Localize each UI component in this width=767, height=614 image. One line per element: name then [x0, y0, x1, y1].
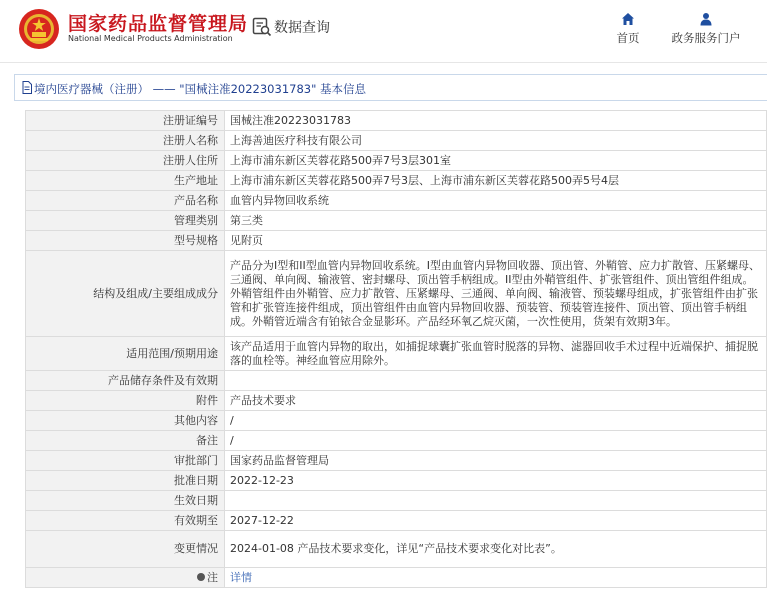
- nav-service-portal[interactable]: [660, 12, 752, 46]
- table-row: [26, 211, 767, 231]
- table-row: [26, 131, 767, 151]
- table-row: [26, 391, 767, 411]
- field-value: 该产品适用于血管内异物的取出，如捕捉球囊扩张血管时脱落的异物、滤器回收手术过程中近端保护、捕捉脱落的血栓等。神经血管应用除外。: [225, 337, 767, 371]
- record-title-bar: [14, 74, 767, 101]
- field-value: 血管内异物回收系统: [225, 191, 767, 211]
- field-label: 管理类别: [26, 211, 225, 231]
- national-emblem-icon: [18, 8, 60, 50]
- field-label: 结构及组成/主要组成成分: [26, 251, 225, 337]
- field-label: 其他内容: [26, 411, 225, 431]
- field-value: /: [225, 411, 767, 431]
- field-value: 国械注准20223031783: [225, 111, 767, 131]
- table-row: [26, 251, 767, 337]
- table-row: [26, 411, 767, 431]
- field-label: 产品储存条件及有效期: [26, 371, 225, 391]
- field-value: /: [225, 431, 767, 451]
- nav-service-label: 政务服务门户: [671, 31, 741, 45]
- field-label: 型号规格: [26, 231, 225, 251]
- field-value: 第三类: [225, 211, 767, 231]
- field-label: 产品名称: [26, 191, 225, 211]
- field-label: 适用范围/预期用途: [26, 337, 225, 371]
- data-query-icon: [252, 17, 272, 37]
- table-row: [26, 231, 767, 251]
- table-row: [26, 171, 767, 191]
- field-value: [225, 371, 767, 391]
- site-header: [0, 0, 767, 60]
- record-title: 境内医疗器械（注册） —— "国械注准20223031783" 基本信息: [34, 82, 367, 96]
- field-value: 产品分为I型和II型血管内异物回收系统。I型由血管内异物回收器、顶出管、外鞘管、应力扩散管、压紧螺母、三通阀、单向阀、输液管、密封螺母、顶出管手柄组成。II型由外鞘管组件、扩张管组件、顶出管组件组成。外鞘管组件由外鞘管、应力扩散管、压紧螺母、三通阀、单向阀、输液管、预装螺母组成，扩张管组件由扩张管和扩张管连接件组成，顶出管组件由血管内异物回收器、预装管、预装管连接件、顶出管、顶出管手柄组成。外鞘管近端含有铂铱合金显影环。产品经环氧乙烷灭菌，一次性使用，货架有效期3年。: [225, 251, 767, 337]
- field-label: 批准日期: [26, 471, 225, 491]
- table-row: [26, 191, 767, 211]
- field-value: 上海善迪医疗科技有限公司: [225, 131, 767, 151]
- field-label: 备注: [26, 431, 225, 451]
- table-row: [26, 491, 767, 511]
- nav-home[interactable]: [606, 12, 650, 46]
- field-label: 审批部门: [26, 451, 225, 471]
- table-row: [26, 111, 767, 131]
- nav-home-label: 首页: [616, 31, 640, 45]
- field-value: 上海市浦东新区芙蓉花路500弄7号3层301室: [225, 151, 767, 171]
- field-value: 2022-12-23: [225, 471, 767, 491]
- registration-info-table: [25, 110, 767, 588]
- data-query-label[interactable]: 数据查询: [274, 20, 330, 36]
- agency-name-cn: 国家药品监督管理局: [68, 13, 249, 35]
- user-icon: [699, 12, 713, 26]
- field-value: [225, 491, 767, 511]
- details-link[interactable]: 详情: [225, 568, 767, 588]
- field-label: 生产地址: [26, 171, 225, 191]
- table-row: [26, 451, 767, 471]
- field-label: 变更情况: [26, 531, 225, 568]
- document-icon: [22, 81, 32, 94]
- note-marker-icon: [197, 573, 205, 581]
- table-row: [26, 568, 767, 588]
- agency-name-en: National Medical Products Administration: [68, 34, 233, 43]
- field-label: 注册人名称: [26, 131, 225, 151]
- table-row: [26, 337, 767, 371]
- field-value: 见附页: [225, 231, 767, 251]
- field-label-text: 注: [207, 570, 218, 584]
- home-icon: [621, 12, 635, 26]
- header-divider: [0, 62, 767, 63]
- table-row: [26, 511, 767, 531]
- field-value: 2024-01-08 产品技术要求变化，详见“产品技术要求变化对比表”。: [225, 531, 767, 568]
- table-row: [26, 151, 767, 171]
- field-label: 附件: [26, 391, 225, 411]
- field-label: 注册人住所: [26, 151, 225, 171]
- field-label: 生效日期: [26, 491, 225, 511]
- table-row: [26, 471, 767, 491]
- field-value: 国家药品监督管理局: [225, 451, 767, 471]
- field-value: 2027-12-22: [225, 511, 767, 531]
- table-row: [26, 531, 767, 568]
- table-row: [26, 431, 767, 451]
- field-label: 有效期至: [26, 511, 225, 531]
- field-value: 产品技术要求: [225, 391, 767, 411]
- field-label: 注册证编号: [26, 111, 225, 131]
- table-row: [26, 371, 767, 391]
- field-label: [26, 568, 225, 588]
- field-value: 上海市浦东新区芙蓉花路500弄7号3层、上海市浦东新区芙蓉花路500弄5号4层: [225, 171, 767, 191]
